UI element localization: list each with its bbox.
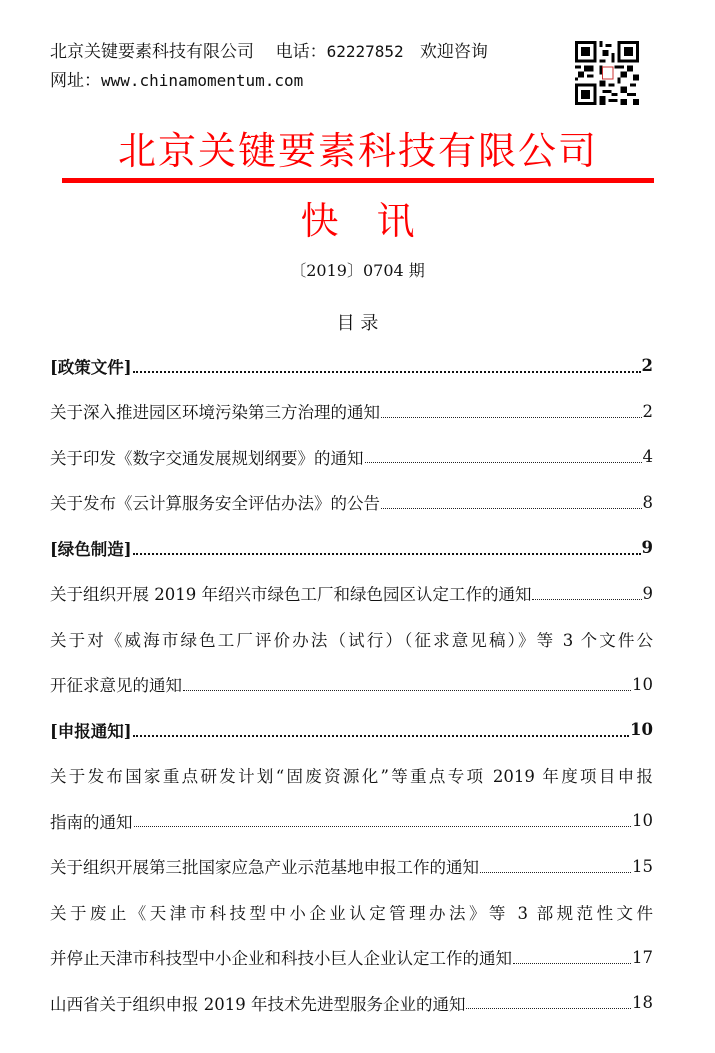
toc-entry-title: 指南的通知 — [50, 812, 133, 832]
toc-entry[interactable] — [50, 844, 653, 890]
website-link[interactable]: www.chinamomentum.com — [101, 71, 304, 90]
toc-entry-title: [政策文件] — [50, 357, 132, 377]
toc-entry-title: 山西省关于组织申报 2019 年技术先进型服务企业的通知 — [50, 994, 466, 1014]
toc-entry-title: 关于发布《云计算服务安全评估办法》的公告 — [50, 494, 380, 514]
header-contact — [50, 37, 488, 62]
toc-section[interactable] — [50, 707, 653, 753]
dot-leader — [183, 690, 631, 691]
toc-entry-title: 开征求意见的通知 — [50, 676, 182, 696]
company-title: 北京关键要素科技有限公司 — [117, 129, 598, 173]
toc-entry[interactable] — [50, 389, 653, 435]
toc-page-number: 9 — [642, 583, 653, 603]
table-of-contents — [50, 343, 653, 1026]
toc-entry-title: 关于对《威海市绿色工厂评价办法（试行）（征求意见稿）》等 3 个文件公 — [50, 630, 653, 650]
toc-entry-title: [绿色制造] — [50, 539, 132, 559]
toc-entry-title: 关于深入推进园区环境污染第三方治理的通知 — [50, 403, 380, 423]
toc-page-number: 18 — [632, 993, 653, 1013]
welcome-text: 欢迎咨询 — [419, 42, 488, 62]
qr-code-image — [575, 41, 639, 105]
dot-leader — [532, 599, 641, 600]
toc-entry-title: 并停止天津市科技型中小企业和科技小巨人企业认定工作的通知 — [50, 949, 512, 969]
toc-page-number: 10 — [632, 811, 653, 831]
toc-page-number: 2 — [642, 401, 653, 421]
toc-entry[interactable] — [50, 434, 653, 480]
toc-entry-title: 关于组织开展第三批国家应急产业示范基地申报工作的通知 — [50, 858, 479, 878]
toc-entry[interactable] — [50, 571, 653, 617]
toc-page-number: 17 — [632, 947, 653, 967]
toc-page-number: 4 — [642, 447, 653, 467]
toc-entry[interactable] — [50, 980, 653, 1026]
dot-leader — [513, 963, 631, 964]
toc-entry-title: 关于发布国家重点研发计划“固废资源化”等重点专项 2019 年度项目申报 — [50, 767, 653, 787]
dot-leader — [381, 417, 642, 418]
toc-entry-title: 关于组织开展 2019 年绍兴市绿色工厂和绿色园区认定工作的通知 — [50, 585, 532, 605]
toc-entry[interactable] — [50, 889, 653, 935]
toc-page-number: 9 — [641, 538, 653, 558]
newsletter-title: 快 讯 — [300, 199, 415, 243]
toc-page-number: 10 — [632, 674, 653, 694]
toc-heading: 目 录 — [336, 313, 379, 334]
dot-leader — [133, 371, 641, 373]
dot-leader — [133, 553, 641, 555]
dot-leader — [365, 462, 642, 463]
toc-entry[interactable] — [50, 753, 653, 799]
toc-entry-title: 关于印发《数字交通发展规划纲要》的通知 — [50, 448, 364, 468]
toc-entry[interactable] — [50, 935, 653, 981]
toc-page-number: 2 — [641, 356, 653, 376]
dot-leader — [480, 872, 631, 873]
url-label: 网址： — [50, 71, 101, 91]
toc-page-number: 8 — [642, 492, 653, 512]
red-divider — [62, 178, 654, 183]
dot-leader — [466, 1008, 631, 1009]
toc-page-number: 15 — [632, 856, 653, 876]
toc-section[interactable] — [50, 525, 653, 571]
toc-entry-title: [申报通知] — [50, 721, 132, 741]
toc-entry[interactable] — [50, 480, 653, 526]
phone-number: 62227852 — [326, 42, 404, 61]
toc-entry[interactable] — [50, 798, 653, 844]
toc-entry[interactable] — [50, 662, 653, 708]
header-company: 北京关键要素科技有限公司 — [50, 42, 254, 62]
toc-section[interactable] — [50, 343, 653, 389]
toc-page-number: 10 — [630, 720, 653, 740]
toc-entry-title: 关于废止《天津市科技型中小企业认定管理办法》等 3 部规范性文件 — [50, 903, 653, 923]
issue-number: 〔2019〕0704 期 — [290, 261, 425, 280]
toc-entry[interactable] — [50, 616, 653, 662]
header-website — [50, 66, 303, 91]
dot-leader — [381, 508, 642, 509]
phone-label: 电话： — [275, 42, 327, 62]
dot-leader — [133, 735, 629, 737]
dot-leader — [134, 826, 632, 827]
